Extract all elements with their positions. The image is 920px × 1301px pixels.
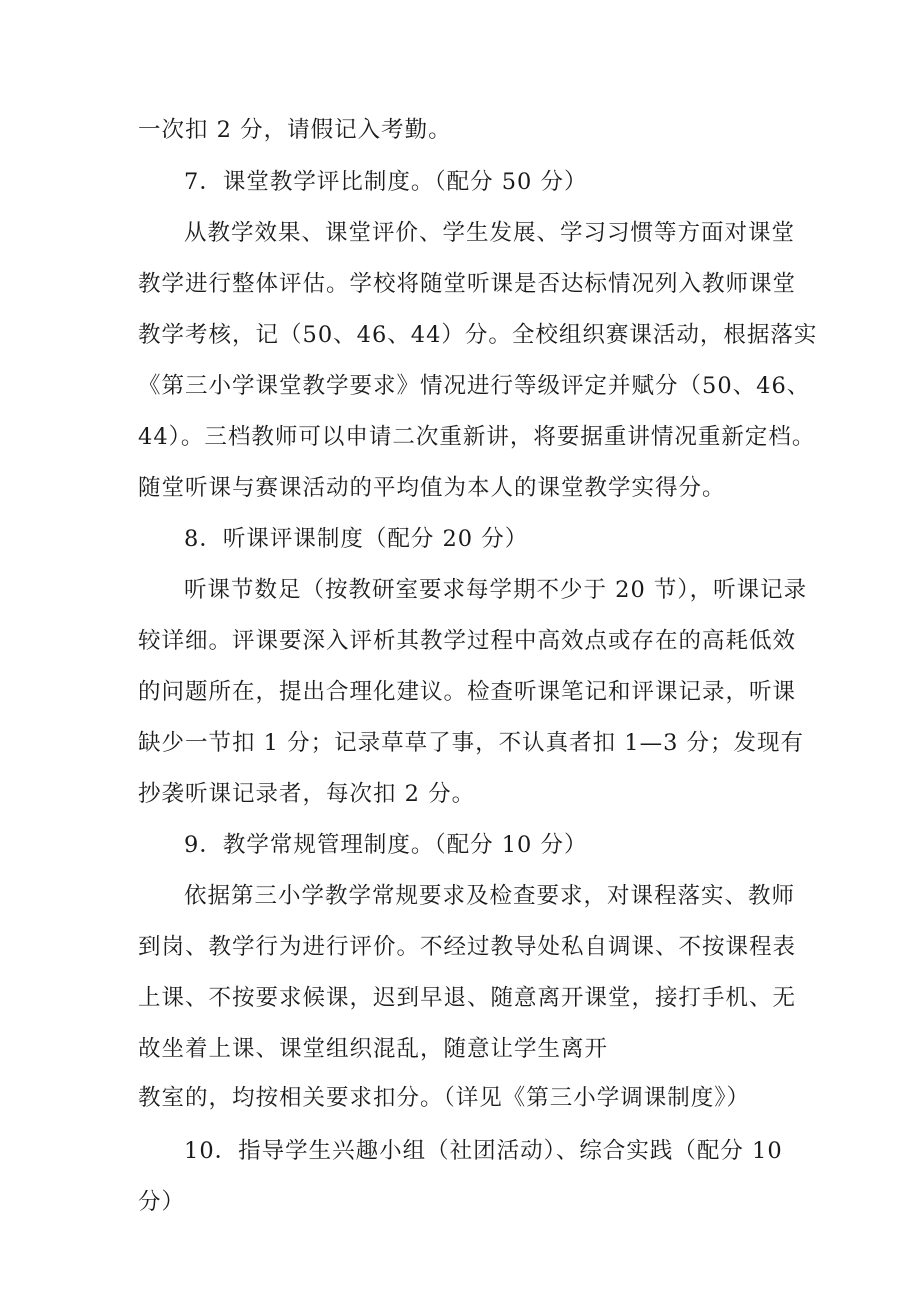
paragraph-line: 缺少一节扣 1 分；记录草草了事，不认真者扣 1—3 分；发现有 [138, 730, 805, 756]
paragraph-line: 故坐着上课、课堂组织混乱，随意让学生离开 [138, 1036, 609, 1062]
paragraph-line: 44）。三档教师可以申请二次重新讲，将要据重讲情况重新定档。 [138, 424, 816, 450]
paragraph-line: 教学考核，记（50、46、44）分。全校组织赛课活动，根据落实 [138, 322, 818, 348]
section-heading-10: 10．指导学生兴趣小组（社团活动）、综合实践（配分 10 [184, 1138, 783, 1164]
paragraph-line: 《第三小学课堂教学要求》情况进行等级评定并赋分（50、46、 [138, 373, 811, 399]
section-heading-7: 7．课堂教学评比制度。（配分 50 分） [184, 169, 588, 195]
paragraph-line: 较详细。评课要深入评析其教学过程中高效点或存在的高耗低效 [138, 628, 797, 654]
paragraph-line: 教学进行整体评估。学校将随堂听课是否达标情况列入教师课堂 [138, 271, 797, 297]
paragraph-line: 从教学效果、课堂评价、学生发展、学习习惯等方面对课堂 [184, 220, 796, 246]
paragraph-line: 分） [138, 1189, 186, 1215]
paragraph-line: 依据第三小学教学常规要求及检查要求，对课程落实、教师 [184, 883, 796, 909]
paragraph-line: 一次扣 2 分，请假记入考勤。 [138, 117, 452, 143]
paragraph-line: 随堂听课与赛课活动的平均值为本人的课堂教学实得分。 [138, 475, 726, 501]
section-heading-8: 8．听课评课制度（配分 20 分） [184, 526, 529, 552]
paragraph-line: 到岗、教学行为进行评价。不经过教导处私自调课、不按课程表 [138, 934, 797, 960]
paragraph-line: 抄袭听课记录者，每次扣 2 分。 [138, 781, 476, 807]
paragraph-line: 上课、不按要求候课，迟到早退、随意离开课堂，接打手机、无 [138, 985, 797, 1011]
paragraph-line: 教室的，均按相关要求扣分。（详见《第三小学调课制度》） [138, 1085, 751, 1111]
paragraph-line: 听课节数足（按教研室要求每学期不少于 20 节），听课记录 [184, 577, 808, 603]
paragraph-line: 的问题所在，提出合理化建议。检查听课笔记和评课记录，听课 [138, 679, 797, 705]
section-heading-9: 9．教学常规管理制度。（配分 10 分） [184, 832, 588, 858]
